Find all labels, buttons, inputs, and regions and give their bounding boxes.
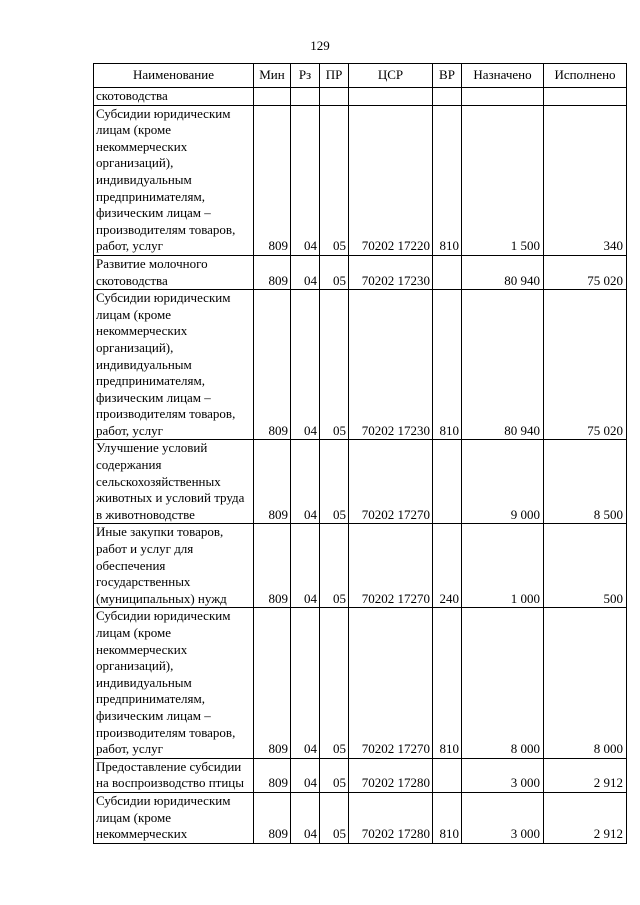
cell-vr: 810 bbox=[433, 290, 462, 440]
cell-name: скотоводства bbox=[94, 88, 254, 106]
cell-name: Улучшение условий содержания сельскохозяйственных животных и условий труда в животноводстве bbox=[94, 440, 254, 524]
header-rz: Рз bbox=[291, 64, 320, 88]
cell-vr: 810 bbox=[433, 105, 462, 255]
cell-pr bbox=[320, 88, 349, 106]
cell-pr: 05 bbox=[320, 290, 349, 440]
header-executed: Исполнено bbox=[544, 64, 627, 88]
cell-min: 809 bbox=[254, 608, 291, 758]
cell-vr: 240 bbox=[433, 524, 462, 608]
cell-rz: 04 bbox=[291, 792, 320, 843]
table-row bbox=[94, 105, 627, 255]
cell-name: Субсидии юридическим лицам (кроме некоммерческих организаций), индивидуальным предпринимателям, физическим лицам – производителям товаров, работ, услуг bbox=[94, 608, 254, 758]
header-row bbox=[94, 64, 627, 88]
header-vr: ВР bbox=[433, 64, 462, 88]
cell-pr: 05 bbox=[320, 792, 349, 843]
cell-pr: 05 bbox=[320, 255, 349, 289]
cell-executed: 2 912 bbox=[544, 792, 627, 843]
cell-assigned: 8 000 bbox=[462, 608, 544, 758]
cell-executed: 2 912 bbox=[544, 758, 627, 792]
header-pr: ПР bbox=[320, 64, 349, 88]
cell-pr: 05 bbox=[320, 524, 349, 608]
cell-assigned: 1 500 bbox=[462, 105, 544, 255]
table-row bbox=[94, 440, 627, 524]
cell-name: Субсидии юридическим лицам (кроме некоммерческих организаций), индивидуальным предпринимателям, физическим лицам – производителям товаров, работ, услуг bbox=[94, 105, 254, 255]
cell-rz: 04 bbox=[291, 290, 320, 440]
cell-executed: 75 020 bbox=[544, 255, 627, 289]
cell-vr bbox=[433, 440, 462, 524]
cell-vr bbox=[433, 255, 462, 289]
cell-pr: 05 bbox=[320, 105, 349, 255]
cell-name: Предоставление субсидии на воспроизводство птицы bbox=[94, 758, 254, 792]
cell-executed: 75 020 bbox=[544, 290, 627, 440]
cell-csr: 70202 17230 bbox=[349, 290, 433, 440]
cell-name: Субсидии юридическим лицам (кроме некоммерческих организаций), индивидуальным предпринимателям, физическим лицам – производителям товаров, работ, услуг bbox=[94, 290, 254, 440]
cell-csr bbox=[349, 88, 433, 106]
cell-executed: 8 000 bbox=[544, 608, 627, 758]
cell-executed: 500 bbox=[544, 524, 627, 608]
cell-pr: 05 bbox=[320, 608, 349, 758]
table-row bbox=[94, 290, 627, 440]
cell-rz: 04 bbox=[291, 524, 320, 608]
budget-table bbox=[93, 63, 627, 844]
table-row bbox=[94, 524, 627, 608]
header-min: Мин bbox=[254, 64, 291, 88]
table-row bbox=[94, 608, 627, 758]
cell-min bbox=[254, 88, 291, 106]
cell-rz: 04 bbox=[291, 608, 320, 758]
table-row bbox=[94, 255, 627, 289]
cell-csr: 70202 17270 bbox=[349, 440, 433, 524]
cell-executed: 8 500 bbox=[544, 440, 627, 524]
cell-assigned: 80 940 bbox=[462, 255, 544, 289]
cell-vr bbox=[433, 758, 462, 792]
header-assigned: Назначено bbox=[462, 64, 544, 88]
cell-min: 809 bbox=[254, 792, 291, 843]
cell-csr: 70202 17270 bbox=[349, 524, 433, 608]
cell-csr: 70202 17230 bbox=[349, 255, 433, 289]
cell-assigned bbox=[462, 88, 544, 106]
cell-csr: 70202 17220 bbox=[349, 105, 433, 255]
cell-vr: 810 bbox=[433, 608, 462, 758]
cell-csr: 70202 17280 bbox=[349, 758, 433, 792]
cell-name: Субсидии юридическим лицам (кроме некоммерческих bbox=[94, 792, 254, 843]
cell-rz: 04 bbox=[291, 440, 320, 524]
cell-assigned: 3 000 bbox=[462, 758, 544, 792]
cell-min: 809 bbox=[254, 758, 291, 792]
cell-assigned: 3 000 bbox=[462, 792, 544, 843]
cell-min: 809 bbox=[254, 440, 291, 524]
cell-csr: 70202 17280 bbox=[349, 792, 433, 843]
cell-pr: 05 bbox=[320, 440, 349, 524]
cell-min: 809 bbox=[254, 290, 291, 440]
header-name: Наименование bbox=[94, 64, 254, 88]
cell-name: Иные закупки товаров, работ и услуг для обеспечения государственных (муниципальных) нужд bbox=[94, 524, 254, 608]
cell-csr: 70202 17270 bbox=[349, 608, 433, 758]
table-row bbox=[94, 88, 627, 106]
cell-pr: 05 bbox=[320, 758, 349, 792]
cell-executed bbox=[544, 88, 627, 106]
cell-name: Развитие молочного скотоводства bbox=[94, 255, 254, 289]
cell-vr bbox=[433, 88, 462, 106]
cell-assigned: 9 000 bbox=[462, 440, 544, 524]
cell-rz bbox=[291, 88, 320, 106]
cell-executed: 340 bbox=[544, 105, 627, 255]
page-number: 129 bbox=[310, 38, 330, 53]
cell-vr: 810 bbox=[433, 792, 462, 843]
cell-min: 809 bbox=[254, 105, 291, 255]
cell-assigned: 80 940 bbox=[462, 290, 544, 440]
cell-assigned: 1 000 bbox=[462, 524, 544, 608]
cell-rz: 04 bbox=[291, 758, 320, 792]
table-row bbox=[94, 792, 627, 843]
cell-min: 809 bbox=[254, 255, 291, 289]
table-row bbox=[94, 758, 627, 792]
cell-rz: 04 bbox=[291, 255, 320, 289]
header-csr: ЦСР bbox=[349, 64, 433, 88]
cell-rz: 04 bbox=[291, 105, 320, 255]
cell-min: 809 bbox=[254, 524, 291, 608]
